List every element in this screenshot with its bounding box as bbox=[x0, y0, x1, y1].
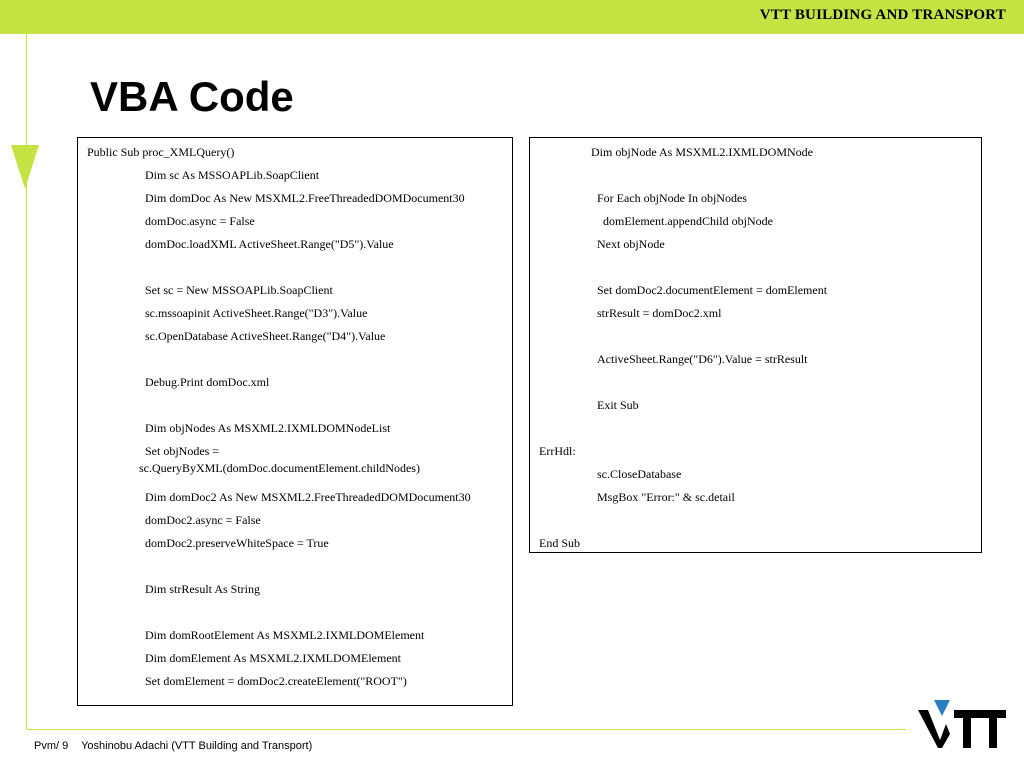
code-line bbox=[530, 282, 981, 305]
code-line bbox=[78, 236, 512, 259]
code-line bbox=[78, 167, 512, 190]
code-line bbox=[78, 443, 512, 489]
code-line bbox=[530, 259, 981, 282]
code-listing-right bbox=[529, 137, 982, 553]
code-text: Set domDoc2.documentElement = domElement bbox=[597, 283, 828, 297]
code-line bbox=[530, 397, 981, 420]
code-text: Dim domElement As MSXML2.IXMLDOMElement bbox=[145, 651, 401, 665]
code-line bbox=[530, 351, 981, 374]
logo-v-shape bbox=[918, 710, 950, 748]
logo-t2-stem bbox=[989, 710, 997, 748]
code-text: Dim domRootElement As MSXML2.IXMLDOMElement bbox=[145, 628, 425, 642]
triangle-marker-icon bbox=[11, 145, 39, 189]
code-text: Set sc = New MSSOAPLib.SoapClient bbox=[145, 283, 333, 297]
code-text: domDoc.async = False bbox=[145, 214, 255, 228]
code-line bbox=[78, 420, 512, 443]
code-line bbox=[78, 328, 512, 351]
code-line bbox=[78, 604, 512, 627]
code-text: sc.OpenDatabase ActiveSheet.Range("D4").Value bbox=[145, 329, 386, 343]
footer-author: Yoshinobu Adachi (VTT Building and Transport) bbox=[81, 740, 313, 752]
code-line bbox=[530, 167, 981, 190]
code-line bbox=[78, 650, 512, 673]
code-line bbox=[530, 512, 981, 535]
code-text: Dim strResult As String bbox=[145, 582, 261, 596]
code-text: sc.CloseDatabase bbox=[597, 467, 682, 481]
code-text: Set domElement = domDoc2.createElement("ROOT") bbox=[145, 674, 407, 688]
code-text: Dim domDoc As New MSXML2.FreeThreadedDOMDocument30 bbox=[145, 191, 465, 205]
code-line bbox=[530, 443, 981, 466]
logo-text: VTT bbox=[916, 696, 918, 697]
code-line bbox=[78, 282, 512, 305]
logo-t1-stem bbox=[963, 710, 971, 748]
code-line bbox=[530, 328, 981, 351]
code-text: ErrHdl: bbox=[539, 444, 576, 458]
code-line bbox=[78, 397, 512, 420]
code-line bbox=[78, 489, 512, 512]
code-line bbox=[78, 144, 512, 167]
code-text: domDoc.loadXML ActiveSheet.Range("D5").Value bbox=[145, 237, 394, 251]
code-text: ActiveSheet.Range("D6").Value = strResult bbox=[597, 352, 808, 366]
code-text: Dim sc As MSSOAPLib.SoapClient bbox=[145, 168, 320, 182]
code-line bbox=[530, 190, 981, 213]
bottom-divider-line bbox=[26, 729, 906, 730]
code-text: MsgBox "Error:" & sc.detail bbox=[597, 490, 735, 504]
code-line bbox=[530, 420, 981, 443]
code-text: Dim objNode As MSXML2.IXMLDOMNode bbox=[591, 145, 813, 159]
code-line bbox=[78, 512, 512, 535]
code-line bbox=[530, 466, 981, 489]
left-divider-line bbox=[26, 34, 27, 730]
slide-title: VBA Code bbox=[90, 73, 294, 120]
code-line bbox=[530, 144, 981, 167]
code-text: Dim domDoc2 As New MSXML2.FreeThreadedDOMDocument30 bbox=[145, 490, 471, 504]
code-text: Next objNode bbox=[597, 237, 665, 251]
code-text: Public Sub proc_XMLQuery() bbox=[87, 145, 235, 159]
code-line bbox=[78, 305, 512, 328]
code-text: Dim objNodes As MSXML2.IXMLDOMNodeList bbox=[145, 421, 391, 435]
code-line bbox=[530, 236, 981, 259]
code-line bbox=[78, 190, 512, 213]
code-text: strResult = domDoc2.xml bbox=[597, 306, 722, 320]
code-line bbox=[78, 351, 512, 374]
top-banner bbox=[0, 0, 1024, 34]
code-text: End Sub bbox=[539, 536, 581, 550]
code-line bbox=[530, 535, 981, 558]
code-line bbox=[78, 374, 512, 397]
code-line bbox=[78, 673, 512, 696]
code-line bbox=[78, 581, 512, 604]
organization-label: VTT BUILDING AND TRANSPORT bbox=[759, 7, 1006, 23]
code-line bbox=[78, 627, 512, 650]
code-text: Exit Sub bbox=[597, 398, 639, 412]
code-text: domDoc2.async = False bbox=[145, 513, 261, 527]
code-text: sc.mssoapinit ActiveSheet.Range("D3").Value bbox=[145, 306, 368, 320]
code-line bbox=[530, 489, 981, 512]
code-text: Set objNodes = bbox=[145, 444, 220, 458]
code-line bbox=[78, 558, 512, 581]
code-line bbox=[78, 213, 512, 236]
footer bbox=[34, 740, 312, 752]
code-line bbox=[530, 305, 981, 328]
vtt-logo-icon bbox=[916, 696, 1008, 750]
code-line bbox=[78, 535, 512, 558]
code-continuation: sc.QueryByXML(domDoc.documentElement.childNodes) bbox=[139, 461, 420, 475]
logo-blue-triangle bbox=[934, 700, 950, 716]
page-number: Pvm/ 9 bbox=[34, 740, 69, 752]
code-text: For Each objNode In objNodes bbox=[597, 191, 747, 205]
code-line bbox=[530, 374, 981, 397]
code-line bbox=[530, 213, 981, 236]
code-listing-left bbox=[77, 137, 513, 706]
code-line bbox=[78, 259, 512, 282]
code-text: Debug.Print domDoc.xml bbox=[145, 375, 270, 389]
code-text: domElement.appendChild objNode bbox=[603, 214, 773, 228]
code-text: domDoc2.preserveWhiteSpace = True bbox=[145, 536, 329, 550]
